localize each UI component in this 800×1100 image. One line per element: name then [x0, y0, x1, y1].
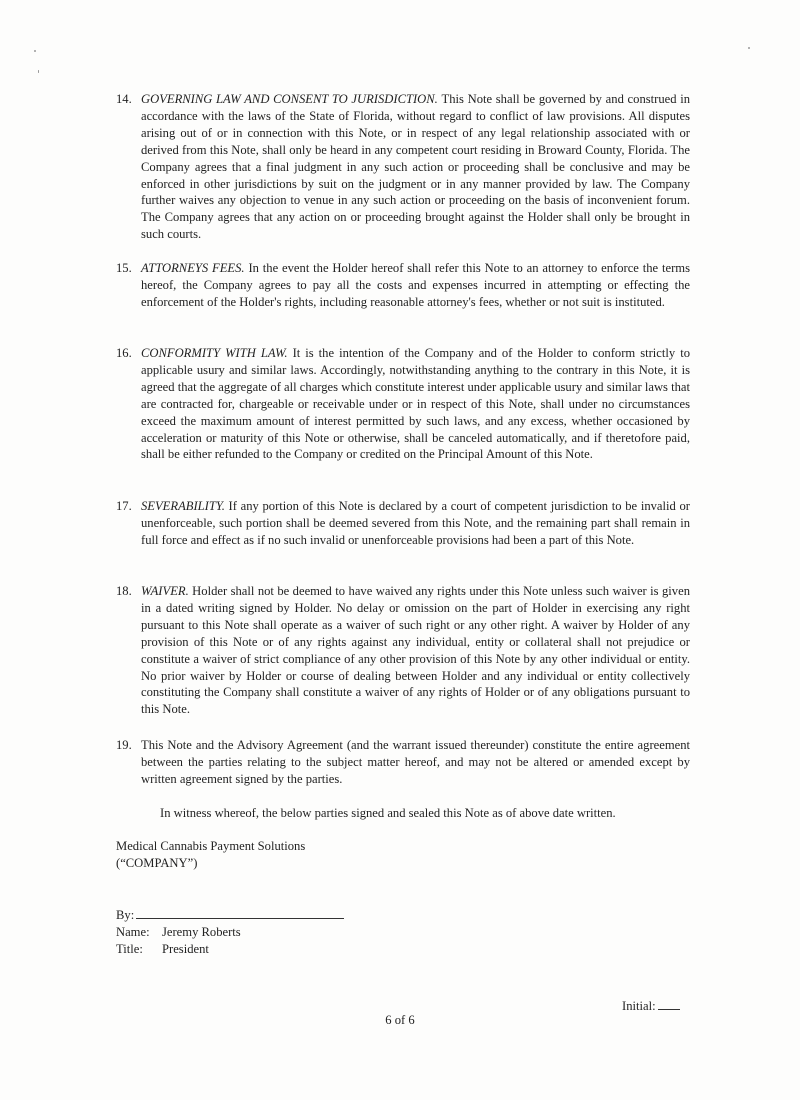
section-body	[141, 498, 690, 549]
scan-speck	[748, 47, 750, 49]
section-text: This Note shall be governed by and construed in accordance with the laws of the State of Florida, without regard to conflict of law provisions. All disputes arising out of or in connection with this Note, or in respect of any legal relationship associated with or derived from this Note, shall only be heard in any competent court residing in Broward County, Florida. The Company agrees that a final judgment in any such action or proceeding shall be conclusive and may be enforced in other jurisdictions by suit on the judgment or in any manner provided by law. The Company further waives any objection to venue in any such action or proceeding on the basis of inconvenient forum. The Company agrees that any action on or proceeding brought against the Holder shall only be brought in such courts.	[141, 92, 691, 242]
section-heading: ATTORNEYS FEES.	[141, 261, 249, 275]
initial-box	[622, 998, 680, 1014]
witness-clause: In witness whereof, the below parties signed and sealed this Note as of above date written.	[160, 806, 616, 820]
title-label: Title:	[116, 942, 143, 956]
section-text: It is the intention of the Company and of the Holder to conform strictly to applicable usury and similar laws. Accordingly, notwithstanding anything to the contrary in this Note, it is agreed that the aggregate of all charges which constitute interest under applicable usury and similar laws that are contracted for, chargeable or receivable under or in respect of this Note, shall under no circumstances exceed the maximum amount of interest permitted by such laws, and any excess, whether occasioned by acceleration or maturity of this Note or otherwise, shall be canceled automatically, and if theretofore paid, shall be either refunded to the Company or credited on the Principal Amount of this Note.	[141, 346, 690, 462]
section-number: 15.	[116, 261, 132, 275]
signature-name-row	[116, 924, 344, 941]
name-label: Name:	[116, 925, 150, 939]
section-16	[116, 345, 690, 463]
section-text: If any portion of this Note is declared by a court of competent jurisdiction to be invalid or unenforceable, such portion shall be deemed severed from this Note, and the remaining part shall remain in full force and effect as if no such invalid or unenforceable provisions had been a part of this Note.	[141, 499, 690, 547]
signature-by-row	[116, 906, 344, 924]
section-18	[116, 583, 690, 718]
section-number: 19.	[116, 738, 132, 752]
company-name: Medical Cannabis Payment Solutions	[116, 839, 306, 853]
scan-speck	[34, 50, 36, 52]
section-heading: GOVERNING LAW AND CONSENT TO JURISDICTION.	[141, 92, 442, 106]
section-text: This Note and the Advisory Agreement (and the warrant issued thereunder) constitute the entire agreement between the parties relating to the subject matter hereof, and may not be altered or amended except by written agreement signed by the parties.	[141, 738, 690, 786]
section-15	[116, 260, 690, 311]
signature-by-label: By:	[116, 908, 135, 922]
section-body	[141, 260, 690, 311]
section-number: 16.	[116, 346, 132, 360]
signatory-name: Jeremy Roberts	[162, 925, 241, 939]
section-body	[141, 91, 690, 243]
signature-line[interactable]	[136, 906, 344, 919]
section-heading: WAIVER.	[141, 584, 193, 598]
section-text: Holder shall not be deemed to have waived any rights under this Note unless such waiver is given in a dated writing signed by Holder. No delay or omission on the part of Holder in exercising any right pursuant to this Note shall operate as a waiver of such right or any other right. A waiver by Holder of any provision of this Note or of any rights against any individual, entity or collateral shall not prejudice or constitute a waiver of strict compliance of any other provision of this Note by any other individual or entity. No prior waiver by Holder or course of dealing between Holder and any individual or entity collectively constituting the Company shall constitute a waiver of any rights of Holder or of any obligations pursuant to this Note.	[141, 584, 690, 717]
company-designation: (“COMPANY”)	[116, 856, 198, 870]
signature-title-row	[116, 941, 344, 958]
section-17	[116, 498, 690, 549]
signature-block	[116, 906, 344, 958]
section-body	[141, 345, 690, 463]
page-number: 6 of 6	[385, 1013, 415, 1027]
section-body	[141, 583, 690, 718]
initial-line[interactable]	[658, 998, 680, 1010]
section-number: 18.	[116, 584, 132, 598]
scan-speck	[38, 70, 39, 73]
section-14	[116, 91, 690, 243]
section-number: 17.	[116, 499, 132, 513]
section-number: 14.	[116, 92, 132, 106]
initial-label: Initial:	[622, 999, 656, 1013]
signatory-title: President	[162, 942, 209, 956]
section-text: In the event the Holder hereof shall refer this Note to an attorney to enforce the terms hereof, the Company agrees to pay all the costs and expenses incurred in attempting or effecting the enforcement of the Holder's rights, including reasonable attorney's fees, whether or not suit is instituted.	[141, 261, 690, 309]
section-body	[141, 737, 690, 788]
company-block	[116, 838, 305, 872]
section-heading: SEVERABILITY.	[141, 499, 229, 513]
section-19	[116, 737, 690, 788]
section-heading: CONFORMITY WITH LAW.	[141, 346, 293, 360]
